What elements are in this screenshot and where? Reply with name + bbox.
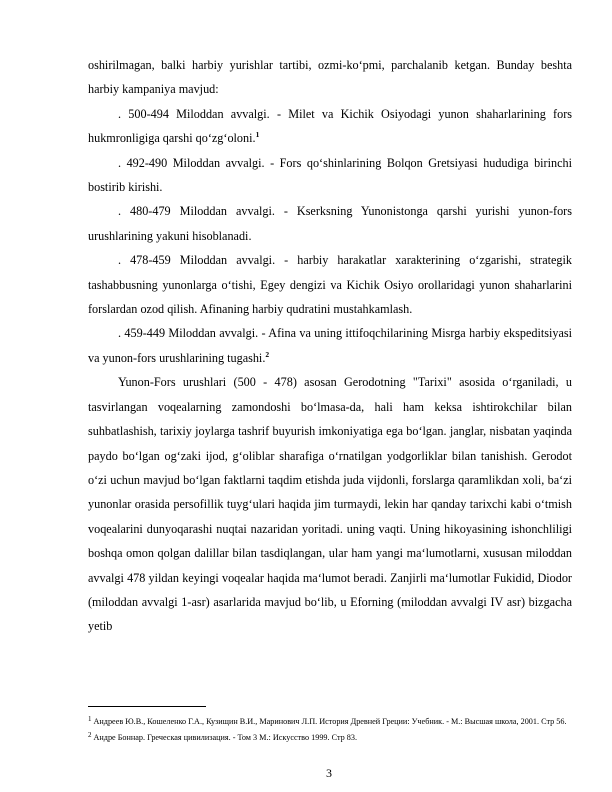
page-body (88, 53, 572, 639)
footnote-2 (88, 730, 572, 746)
paragraph-continuation: oshirilmagan, balki harbiy yurishlar tartibi, ozmi-ko‘pmi, parchalanib ketgan. Bunday beshta harbiy kampaniya mavjud: (88, 58, 572, 97)
footnotes (88, 714, 572, 746)
footnote-1 (88, 714, 572, 730)
paragraph-sources: Yunon-Fors urushlari (500 - 478) asosan Gerodotning "Tarixi" asosida o‘rganiladi, u tasvirlangan voqealarning zamondoshi bo‘lmasa-da, hali ham keksa ishtirokchilar bilan suhbatlashish, tarixiy joylarga tashrif buyurish imkoniyatiga ega bo‘lgan. janglar, nisbatan yaqinda paydo bo‘lgan og‘zaki ijod, g‘oliblar sharafiga o‘rnatilgan yodgorliklar bilan tanishish. Gerodot o‘zi uchun mavjud bo‘lgan faktlarni taqdim etishda juda vijdonli, forslarga qaramlikdan xoli, ba‘zi yunonlar orasida persofillik tuyg‘ulari haqida jim turmaydi, lekin har qanday tarixchi kabi o‘tmish voqealarini dunyoqarashi nuqtai nazaridan yoritadi. uning vaqti. Uning hikoyasining ishonchliligi boshqa omon qolgan dalillar bilan tasdiqlangan, ular ham yangi ma‘lumotlarni, xususan miloddan avvalgi 478 yildan keyingi voqealar haqida ma‘lumot beradi. Zanjirli ma‘lumotlar Fukidid, Diodor (miloddan avvalgi 1-asr) asarlarida mavjud bo‘lib, u Eforning (miloddan avvalgi IV asr) bizgacha yetib (88, 375, 572, 634)
list-item-5 (88, 321, 572, 370)
list-item-3: . 480-479 Miloddan avvalgi. - Kserksning Yunonistonga qarshi yurishi yunon-fors urushlarining yakuni hisoblanadi. (88, 204, 572, 243)
footnote-2-text: Андре Боннар. Греческая цивилизация. - Том 3 М.: Искусство 1999. Стр 83. (93, 733, 358, 742)
footnote-ref-1: 1 (255, 130, 260, 140)
footnote-2-marker: 2 (88, 731, 92, 739)
page-number: 3 (326, 766, 332, 780)
footnote-separator (88, 706, 206, 707)
footnote-1-marker: 1 (88, 715, 92, 723)
list-item-1-text: . 500-494 Miloddan avvalgi. - Milet va Kichik Osiyodagi yunon shaharlarining fors hukmronligiga qarshi qo‘zg‘oloni. (88, 106, 572, 146)
list-item-4: . 478-459 Miloddan avvalgi. - harbiy harakatlar xarakterining o‘zgarishi, strategik tashabbusning yunonlarga o‘tishi, Egey dengizi va Kichik Osiyo orollaridagi yunon shaharlarini forslardan ozod qilish. Afinaning harbiy qudratini mustahkamlash. (88, 253, 572, 317)
list-item-1 (88, 102, 572, 151)
footnote-ref-2: 2 (265, 349, 270, 359)
list-item-5-text: . 459-449 Miloddan avvalgi. - Afina va uning ittifoqchilarining Misrga harbiy ekspeditsiyasi va yunon-fors urushlarining tugashi. (88, 326, 572, 365)
footnote-1-text: Андреев Ю.В., Кошеленко Г.А., Кузищин В.И., Маринович Л.П. История Древней Греции: Учебник. - М.: Высшая школа, 2001. Стр 56. (93, 717, 567, 726)
list-item-2: . 492-490 Miloddan avvalgi. - Fors qo‘shinlarining Bolqon Gretsiyasi hududiga birinchi bostirib kirishi. (88, 155, 572, 195)
